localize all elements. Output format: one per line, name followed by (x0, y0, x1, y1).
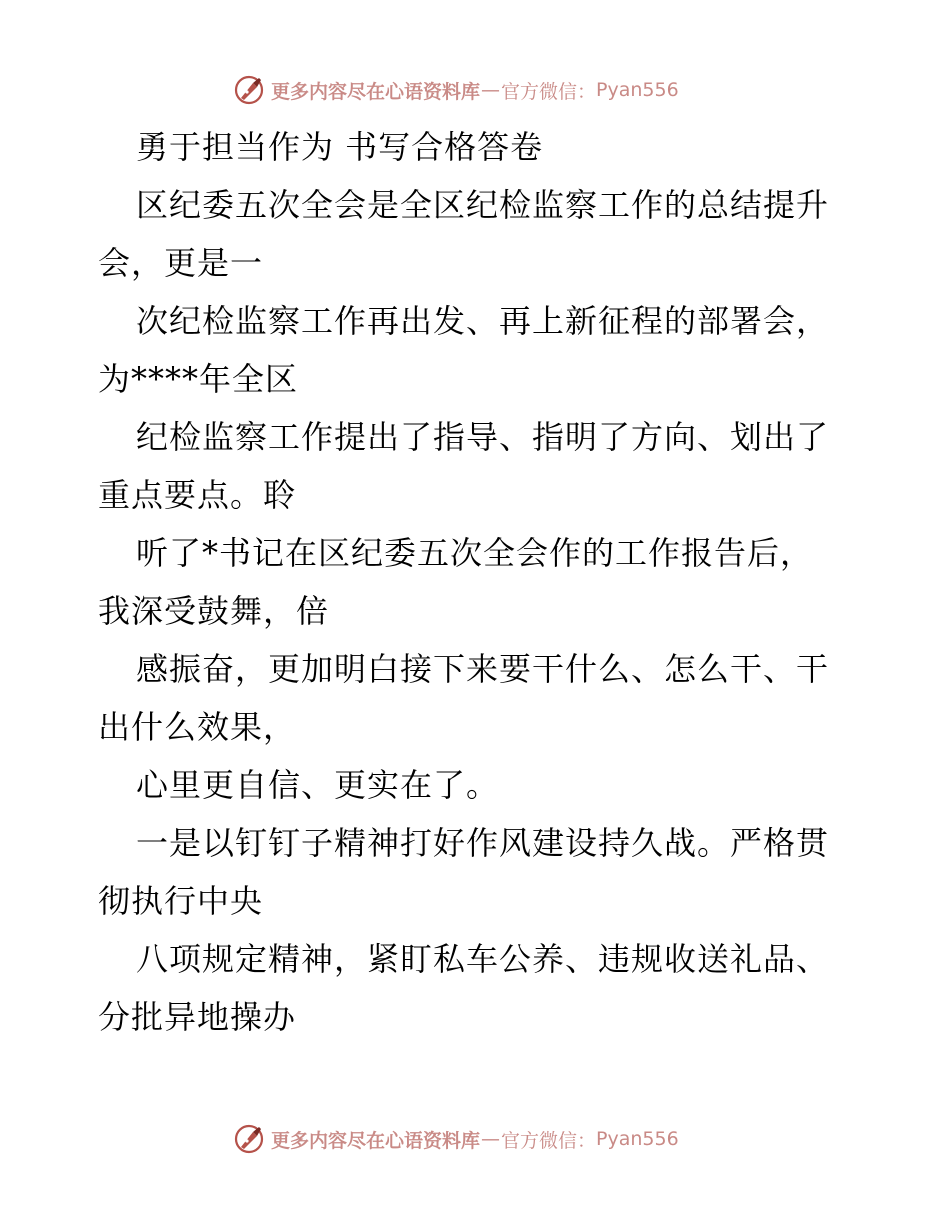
text-line: 听了*书记在区纪委五次全会作的工作报告后， (136, 534, 814, 572)
text-line: 八项规定精神，紧盯私车公养、违规收送礼品、 (136, 940, 830, 978)
text-line: 重点要点。聆 (98, 476, 297, 514)
footer-watermark-banner (233, 1122, 679, 1156)
text-line: 感振奋，更加明白接下来要干什么、怎么干、干 (136, 650, 830, 688)
text-line: 会，更是一 (98, 244, 264, 282)
text-line: 为****年全区 (98, 360, 299, 398)
pen-nib-logo-icon (233, 74, 265, 106)
banner-wechat-label: 官方微信： (501, 1129, 597, 1152)
banner-dash: — (481, 79, 501, 101)
banner-wechat-id: Pyan556 (596, 1128, 679, 1150)
banner-slogan: 更多内容尽在心语资料库 (271, 1129, 481, 1152)
text-line: 心里更自信、更实在了。 (136, 766, 500, 804)
document-title: 勇于担当作为 书写合格答卷 (136, 128, 544, 166)
text-line: 纪检监察工作提出了指导、指明了方向、划出了 (136, 418, 830, 456)
banner-dash: — (481, 1128, 501, 1150)
header-watermark-banner (233, 73, 679, 107)
banner-wechat-label: 官方微信： (501, 80, 597, 103)
text-line: 彻执行中央 (98, 882, 264, 920)
text-line: 次纪检监察工作再出发、再上新征程的部署会， (136, 302, 830, 340)
text-line: 我深受鼓舞，倍 (98, 592, 330, 630)
text-line: 一是以钉钉子精神打好作风建设持久战。严格贯 (136, 824, 830, 862)
text-line: 区纪委五次全会是全区纪检监察工作的总结提升 (136, 186, 830, 224)
text-line: 分批异地操办 (98, 998, 297, 1036)
pen-nib-logo-icon (233, 1123, 265, 1155)
banner-slogan: 更多内容尽在心语资料库 (271, 80, 481, 103)
banner-wechat-id: Pyan556 (596, 79, 679, 101)
text-line: 出什么效果， (98, 708, 297, 746)
